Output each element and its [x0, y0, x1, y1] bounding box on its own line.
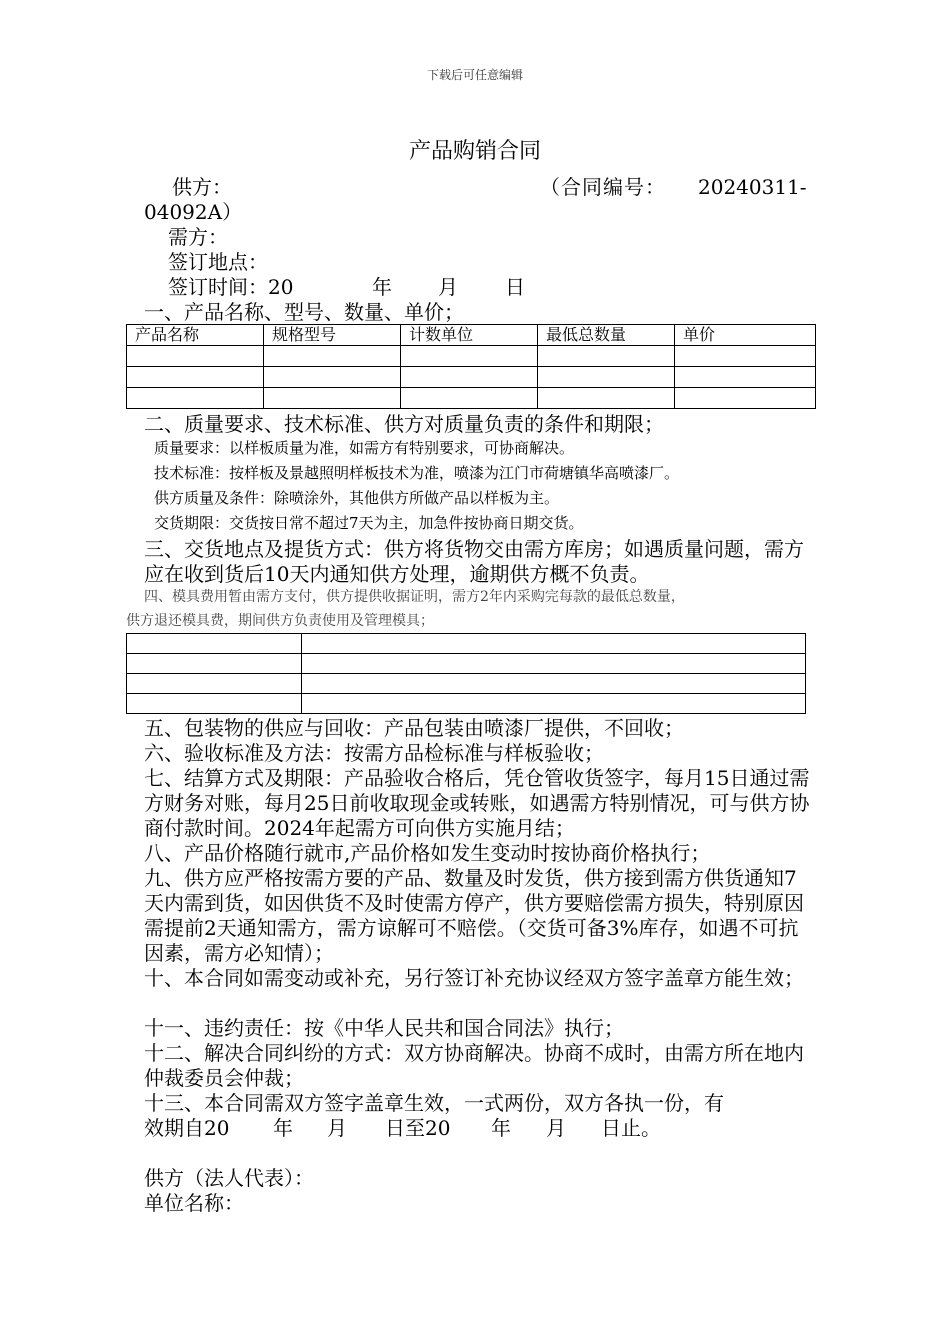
section1-title: 一、产品名称、型号、数量、单价； [144, 300, 464, 324]
validity-from: 效期自20 [144, 1116, 230, 1140]
section2-item: 交货期限：交货按日常不超过7天为主，加急件按协商日期交货。 [154, 514, 584, 532]
section12-text: 十二、解决合同纠纷的方式：双方协商解决。协商不成时，由需方所在地内仲裁委员会仲裁； [144, 1041, 804, 1090]
section2-title: 二、质量要求、技术标准、供方对质量负责的条件和期限； [144, 412, 664, 436]
table-cell [127, 694, 302, 714]
col-header-unit: 计数单位 [401, 325, 538, 346]
contract-no-label: （合同编号： [540, 175, 666, 199]
section11-text: 十一、违约责任：按《中华人民共和国合同法》执行； [144, 1016, 624, 1040]
sign-place-label: 签订地点： [168, 250, 268, 274]
buyer-label: 需方： [168, 225, 228, 249]
table-row [127, 634, 806, 654]
validity-month-2: 月 [546, 1116, 566, 1140]
col-header-product-name: 产品名称 [127, 325, 264, 346]
section5-text: 五、包装物的供应与回收：产品包装由喷漆厂提供，不回收； [144, 716, 684, 740]
table-cell [127, 634, 302, 654]
table-cell [302, 634, 806, 654]
col-header-spec: 规格型号 [264, 325, 401, 346]
table-cell [675, 367, 816, 388]
table-cell [264, 367, 401, 388]
mold-table [126, 633, 806, 714]
table-row [127, 346, 816, 367]
table-cell [302, 654, 806, 674]
table-cell [675, 388, 816, 409]
signature-unit-label: 单位名称： [144, 1191, 244, 1215]
validity-end: 日止。 [601, 1116, 661, 1140]
table-row [127, 654, 806, 674]
validity-to: 日至20 [385, 1116, 451, 1140]
sign-time-year: 年 [372, 275, 392, 299]
table-cell [264, 388, 401, 409]
section2-item: 供方质量及条件：除喷涂外，其他供方所做产品以样板为主。 [154, 489, 560, 507]
table-row [127, 367, 816, 388]
validity-year-2: 年 [491, 1116, 511, 1140]
section6-text: 六、验收标准及方法：按需方品检标准与样板验收； [144, 741, 604, 765]
table-cell [401, 346, 538, 367]
product-table [126, 324, 816, 409]
table-row [127, 388, 816, 409]
section10-text: 十、本合同如需变动或补充，另行签订补充协议经双方签字盖章方能生效； [144, 966, 804, 990]
col-header-min-qty: 最低总数量 [538, 325, 675, 346]
table-cell [538, 346, 675, 367]
table-cell [127, 346, 264, 367]
table-row [127, 694, 806, 714]
table-cell [401, 388, 538, 409]
table-row [127, 674, 806, 694]
section4-line1: 四、模具费用暂由需方支付，供方提供收据证明，需方2年内采购完每款的最低总数量， [144, 589, 685, 605]
header-note: 下载后可任意编辑 [426, 68, 523, 82]
section13-line1: 十三、本合同需双方签字盖章生效，一式两份，双方各执一份，有 [144, 1091, 724, 1115]
table-cell [302, 674, 806, 694]
table-cell [264, 346, 401, 367]
sign-time-label: 签订时间：20 [168, 275, 294, 299]
page-title: 产品购销合同 [408, 139, 541, 164]
table-cell [538, 388, 675, 409]
signature-supplier-label: 供方（法人代表）： [144, 1166, 314, 1190]
table-cell [538, 367, 675, 388]
section7-text: 七、结算方式及期限：产品验收合格后，凭仓管收货签字，每月15日通过需方财务对账，每月25日前收取现金或转账，如遇需方特别情况，可与供方协商付款时间。2024年起需方可向供方实施月结； [144, 766, 810, 840]
section4-line2: 供方退还模具费，期间供方负责使用及管理模具； [126, 613, 434, 629]
validity-year-1: 年 [273, 1116, 293, 1140]
table-cell [302, 694, 806, 714]
section8-text: 八、产品价格随行就市,产品价格如发生变动时按协商价格执行； [144, 841, 711, 865]
table-cell [127, 388, 264, 409]
section9-text: 九、供方应严格按需方要的产品、数量及时发货，供方接到需方供货通知7天内需到货，如因供货不及时使需方停产，供方要赔偿需方损失，特别原因需提前2天通知需方，需方谅解可不赔偿。（交货可备3%库存，如遇不可抗因素，需方必知情）； [144, 866, 804, 965]
sign-time-month: 月 [438, 275, 458, 299]
table-cell [401, 367, 538, 388]
section2-item: 质量要求：以样板质量为准，如需方有特别要求，可协商解决。 [154, 439, 575, 457]
table-cell [127, 367, 264, 388]
validity-month-1: 月 [327, 1116, 347, 1140]
sign-time-day: 日 [505, 275, 525, 299]
section3-text: 三、交货地点及提货方式：供方将货物交由需方库房；如遇质量问题，需方应在收到货后10天内通知供方处理，逾期供方概不负责。 [144, 537, 804, 586]
contract-no-value: 20240311- [698, 175, 807, 199]
contract-no-value-cont: 04092A） [144, 200, 243, 224]
table-cell [127, 674, 302, 694]
table-cell [127, 654, 302, 674]
table-cell [675, 346, 816, 367]
col-header-price: 单价 [675, 325, 816, 346]
section2-item: 技术标准：按样板及景越照明样板技术为准，喷漆为江门市荷塘镇华高喷漆厂。 [154, 464, 680, 482]
supplier-label: 供方： [172, 175, 232, 199]
table-header-row [127, 325, 816, 346]
